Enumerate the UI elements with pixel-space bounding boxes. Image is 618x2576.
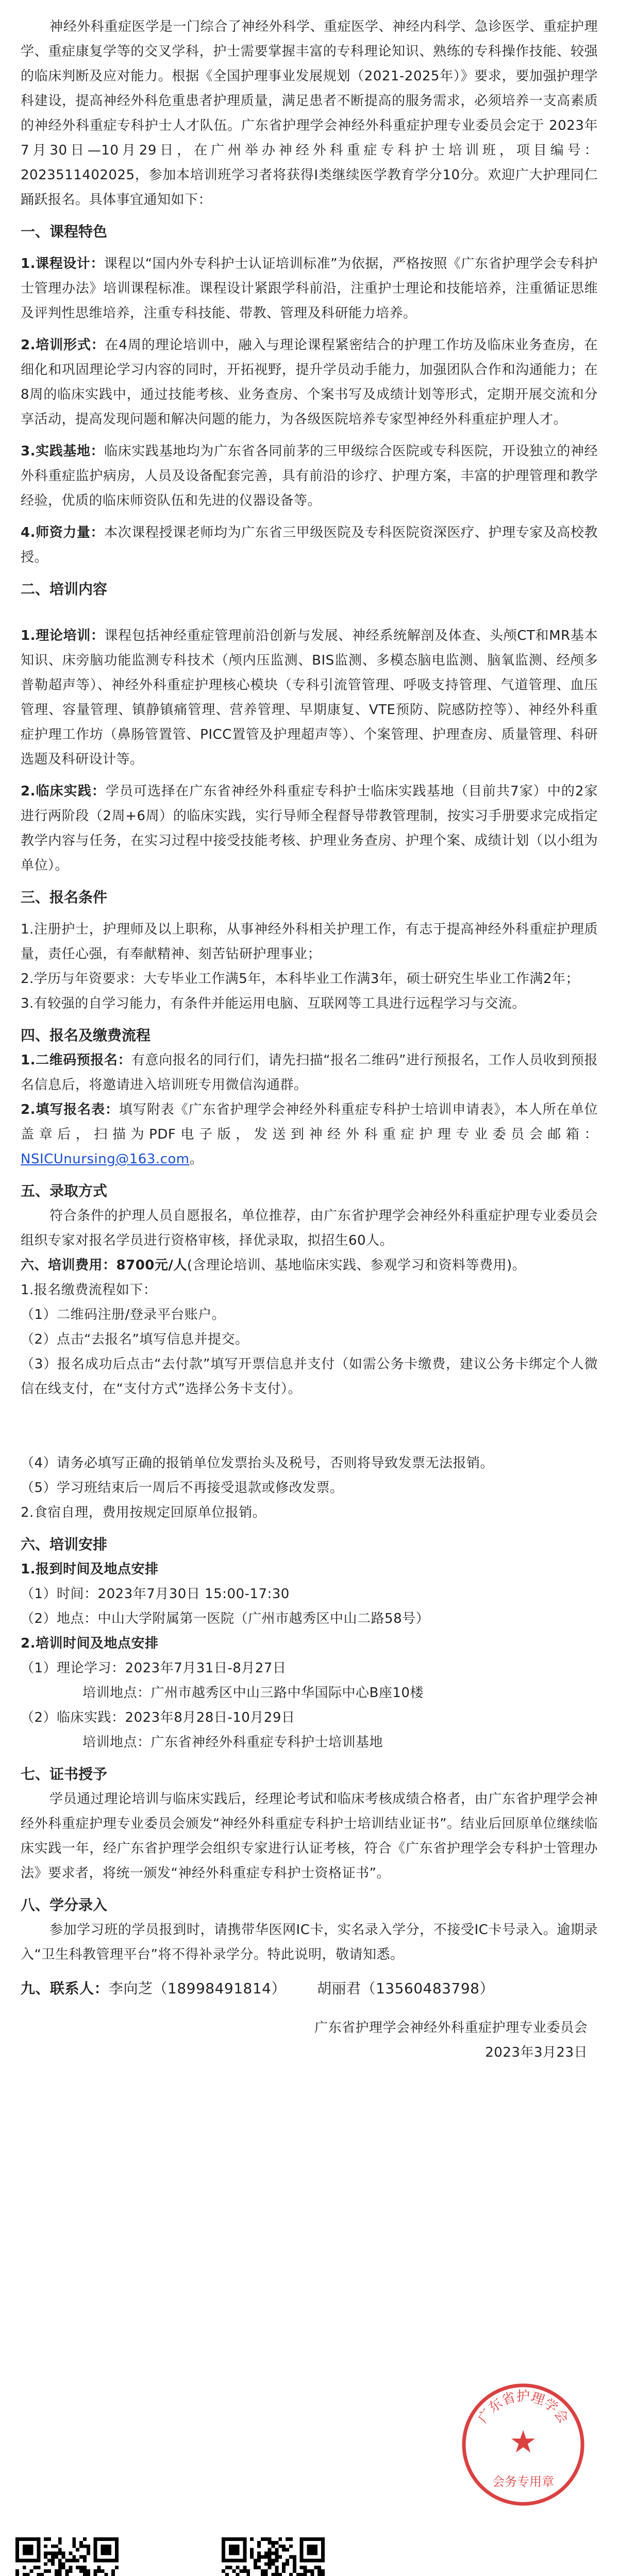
section-schedule-title: 六、培训安排: [21, 1536, 108, 1553]
schedule-item: （2）临床实践：2023年8月28日-10月29日: [21, 1710, 295, 1725]
svg-text:★: ★: [509, 2424, 537, 2460]
schedule-item: 培训地点：广州市越秀区中山三路中华国际中心B座10楼: [82, 1685, 424, 1701]
schedule-subtitle: 2.培训时间及地点安排: [21, 1636, 159, 1651]
training-content-item: 2.临床实践：学员可选择在广东省神经外科重症专科护士临床实践基地（目前共7家）中的2家进行两阶段（2周+6周）的临床实践，实行导师全程督导带教管理制，按实习手册要求完成指定教学内容与任务，在实习过程中接受技能考核、护理业务查房、护理个案、成绩计划（以小组为单位）。: [21, 784, 598, 873]
fee-item: （5）学习班结束后一周后不再接受退款或修改发票。: [21, 1480, 344, 1496]
contact-line: 九、联系人：李向芝（18998491814） 胡丽君（13560483798）: [21, 1980, 494, 1997]
section-requirements-title: 三、报名条件: [21, 889, 108, 906]
registration-qr-code[interactable]: [15, 2537, 119, 2576]
fee-item: （2）点击“去报名”填写信息并提交。: [21, 1332, 249, 1347]
section-admission-title: 五、录取方式: [21, 1182, 108, 1199]
credits-text: 参加学习班的学员报到时，请携带华医网IC卡，实名录入学分，不接受IC卡号录入。逾期录入“卫生科教管理平台”将不得补录学分。特此说明，敬请知悉。: [21, 1922, 598, 1962]
section-course-features-title: 一、课程特色: [21, 223, 108, 240]
course-feature-item: 2.培训形式：在4周的理论培训中，融入与理论课程紧密结合的护理工作坊及临床业务查房，在细化和巩固理论学习内容的同时，开拓视野，提升学员动手能力，加强团队合作和沟通能力；在8周的临床实践中，通过技能考核、业务查房、个案书写及成绩计划等形式，定期开展交流和分享活动，提高发现问题和解决问题的能力，为各级医院培养专家型神经外科重症护理人才。: [21, 337, 598, 427]
fee-item: 1.报名缴费流程如下：: [21, 1282, 157, 1298]
payment-qr-code[interactable]: [222, 2537, 325, 2576]
svg-text:广东省护理学会: 广东省护理学会: [475, 2389, 572, 2427]
course-feature-item: 4.师资力量：本次课程授课老师均为广东省三甲级医院及专科医院资深医疗、护理专家及高校教授。: [21, 525, 598, 565]
fee-title: 六、培训费用：8700元/人(含理论培训、基地临床实践、参观学习和资料等费用)。: [21, 1258, 526, 1273]
fee-item: （3）报名成功后点击“去付款”填写开票信息并支付（如需公务卡缴费，建议公务卡绑定个人微信在线支付，在“支付方式”选择公务卡支付）。: [21, 1357, 598, 1397]
section-credits-title: 八、学分录入: [21, 1896, 108, 1913]
section-registration-title: 四、报名及缴费流程: [21, 1027, 151, 1044]
schedule-item: （1）时间：2023年7月30日 15:00-17:30: [21, 1586, 290, 1602]
course-feature-item: 3.实践基地：临床实践基地均为广东省各同前茅的三甲级综合医院或专科医院，开设独立的神经外科重症监护病房，人员及设备配套完善，具有前沿的诊疗、护理方案，丰富的护理管理和教学经验，优质的临床师资队伍和先进的仪器设备等。: [21, 444, 598, 509]
schedule-item: （2）地点：中山大学附属第一医院（广州市越秀区中山二路58号）: [21, 1611, 430, 1626]
schedule-item: （1）理论学习：2023年7月31日-8月27日: [21, 1660, 287, 1676]
course-feature-item: 1.课程设计：课程以“国内外专科护士认证培训标准”为依据，严格按照《广东省护理学会专科护士管理办法》培训课程标准。课程设计紧跟学科前沿，注重护士理论和技能培养，注重循证思维及评判性思维培养，注重专科技能、带教、管理及科研能力培养。: [21, 256, 598, 321]
fee-item: 2.食宿自理，费用按规定回原单位报销。: [21, 1505, 266, 1520]
notice-content: [21, 14, 598, 2065]
requirement-item: 2.学历与年资要求：大专毕业工作满5年，本科毕业工作满3年，硕士研究生毕业工作满2年；: [21, 971, 579, 987]
fee-item: （4）请务必填写正确的报销单位发票抬头及税号，否则将导致发票无法报销。: [21, 1455, 494, 1471]
schedule-item: 培训地点：广东省神经外科重症专科护士培训基地: [82, 1735, 383, 1750]
admission-text: 符合条件的护理人员自愿报名，单位推荐，由广东省护理学会神经外科重症护理专业委员会组织专家对报名学员进行资格审核，择优录取，拟招生60人。: [21, 1208, 598, 1248]
registration-item: 2.填写报名表：填写附表《广东省护理学会神经外科重症专科护士培训申请表》，本人所在单位盖章后，扫描为PDF电子版，发送到神经外科重症护理专业委员会邮箱：NSICUnursing@163.com。: [21, 1102, 598, 1167]
section-training-content-title: 二、培训内容: [21, 581, 108, 598]
requirement-item: 3.有较强的自学习能力，有条件并能运用电脑、互联网等工具进行远程学习与交流。: [21, 996, 526, 1011]
requirement-item: 1.注册护士，护理师及以上职称，从事神经外科相关护理工作，有志于提高神经外科重症护理质量，责任心强，有奉献精神、刻苦钻研护理事业；: [21, 922, 598, 962]
signature-org: 广东省护理学会神经外科重症护理专业委员会: [314, 2020, 588, 2036]
email-link[interactable]: NSICUnursing@163.com: [21, 1151, 190, 1167]
fee-item: （1）二维码注册/登录平台账户。: [21, 1307, 226, 1323]
registration-item: 1.二维码预报名：有意向报名的同行们，请先扫描“报名二维码”进行预报名，工作人员收到预报名信息后，将邀请进入培训班专用微信沟通群。: [21, 1053, 598, 1093]
training-content-item: 1.理论培训：课程包括神经重症管理前沿创新与发展、神经系统解剖及体查、头颅CT和MR基本知识、床旁脑功能监测专科技术（颅内压监测、BIS监测、多模态脑电监测、脑氧监测、经颅多普勒超声等）、神经外科重症护理核心模块（专科引流管管理、呼吸支持管理、气道管理、血压管理、容量管理、镇静镇痛管理、营养管理、早期康复、VTE预防、院感防控等）、神经外科重症护理工作坊（鼻肠管置管、PICC置管及护理超声等）、个案管理、护理查房、质量管理、科研选题及科研设计等。: [21, 628, 598, 767]
signature-date: 2023年3月23日: [485, 2045, 588, 2060]
section-certificate-title: 七、证书授予: [21, 1766, 108, 1783]
certificate-text: 学员通过理论培训与临床实践后，经理论考试和临床考核成绩合格者，由广东省护理学会神经外科重症护理专业委员会颁发“神经外科重症专科护士培训结业证书”。结业后回原单位继续临床实践一年，经广东省护理学会组织专家进行认证考核，符合《广东省护理学会专科护士管理办法》要求者，将统一颁发“神经外科重症专科护士资格证书”。: [21, 1791, 598, 1881]
schedule-subtitle: 1.报到时间及地点安排: [21, 1562, 159, 1577]
svg-text:会务专用章: 会务专用章: [492, 2475, 554, 2489]
intro-paragraph: 神经外科重症医学是一门综合了神经外科学、重症医学、神经内科学、急诊医学、重症护理学、重症康复学等的交叉学科，护士需要掌握丰富的专科理论知识、熟练的专科操作技能、较强的临床判断及应对能力。根据《全国护理事业发展规划（2021-2025年）》要求，要加强护理学科建设，提高神经外科危重患者护理质量，满足患者不断提高的服务需求，必须培养一支高素质的神经外科重症专科护士人才队伍。广东省护理学会神经外科重症护理专业委员会定于 2023年7月30日—10月29日，在广州举办神经外科重症专科护士培训班，项目编号：2023511402025，参加本培训班学习者将获得Ⅰ类继续医学教育学分10分。欢迎广大护理同仁踊跃报名。具体事宜通知如下：: [21, 19, 598, 208]
official-stamp: [459, 2380, 588, 2509]
